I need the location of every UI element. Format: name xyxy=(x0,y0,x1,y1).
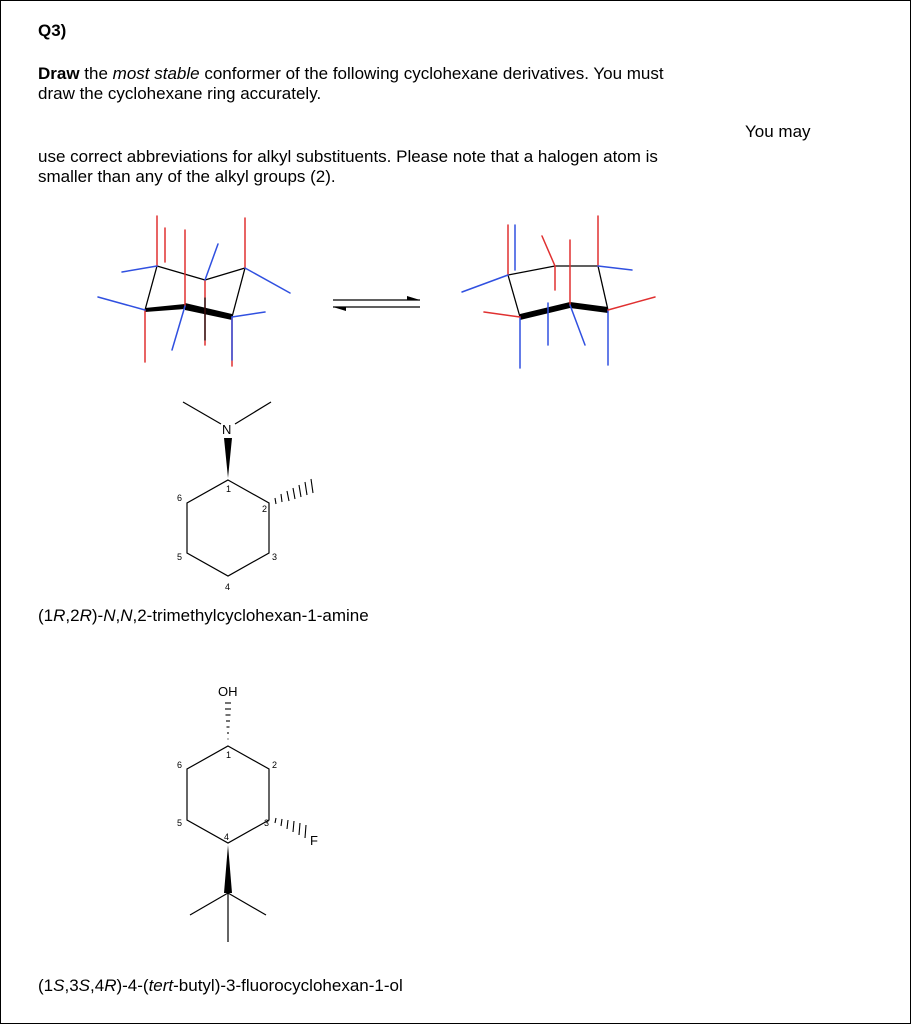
molecule-1-name xyxy=(38,606,369,626)
instruction-line-2: draw the cyclohexane ring accurately. xyxy=(38,84,322,103)
most-stable-phrase: most stable xyxy=(112,64,200,83)
ring-number-4: 4 xyxy=(225,582,231,592)
name-tert: tert xyxy=(148,976,174,995)
ring-number-6: 6 xyxy=(177,493,183,503)
name-locant: N xyxy=(103,606,116,625)
name-run: ,4 xyxy=(90,976,105,995)
name-stereo: R xyxy=(79,606,92,625)
ring-number-5: 5 xyxy=(177,552,183,562)
name-run: -butyl)-3-fluorocyclohexan-1-ol xyxy=(173,976,403,995)
ring-number-2: 2 xyxy=(262,504,268,514)
name-run: (1 xyxy=(38,606,54,625)
name-run: , xyxy=(115,606,121,625)
molecule-1-structure xyxy=(183,402,313,576)
note-line-1: use correct abbreviations for alkyl substituents. Please note that a halogen atom is xyxy=(38,147,658,166)
hashed-wedge-oh xyxy=(225,703,231,739)
name-locant: N xyxy=(120,606,133,625)
name-run: ,3 xyxy=(64,976,79,995)
name-run: ,2-trimethylcyclohexan-1-amine xyxy=(132,606,369,625)
hydroxyl-group: OH xyxy=(218,684,238,699)
ring-number-1: 1 xyxy=(226,750,232,760)
name-run: (1 xyxy=(38,976,54,995)
ring-number-4: 4 xyxy=(224,832,230,842)
name-run: )- xyxy=(91,606,104,625)
molecule-2-name xyxy=(38,976,403,996)
chair-template-right xyxy=(462,216,655,368)
name-stereo: R xyxy=(53,606,66,625)
ring-number-3: 3 xyxy=(272,552,278,562)
name-run: ,2 xyxy=(65,606,80,625)
draw-word: Draw xyxy=(38,64,80,83)
ring-number-2: 2 xyxy=(272,760,278,770)
hashed-wedge-methyl xyxy=(275,479,313,504)
hashed-wedge-fluorine xyxy=(275,818,306,838)
name-stereo: R xyxy=(104,976,117,995)
ring-number-6: 6 xyxy=(177,760,183,770)
ring-number-1: 1 xyxy=(226,484,232,494)
text-run: conformer of the following cyclohexane derivatives. You must xyxy=(199,64,664,83)
equilibrium-arrows xyxy=(333,296,420,311)
name-stereo: S xyxy=(53,976,65,995)
text-run: the xyxy=(79,64,113,83)
you-may-text: You may xyxy=(745,122,811,141)
note-line-2: smaller than any of the alkyl groups (2). xyxy=(38,167,336,186)
name-run: )-4-( xyxy=(116,976,149,995)
molecule-2-structure xyxy=(187,703,306,942)
nitrogen-atom: N xyxy=(222,422,232,437)
fluorine-atom: F xyxy=(310,833,318,848)
chair-template-left xyxy=(98,216,290,366)
name-stereo: S xyxy=(78,976,90,995)
ring-number-5: 5 xyxy=(177,818,183,828)
ring-number-3: 3 xyxy=(264,818,270,828)
question-title: Q3) xyxy=(38,21,67,40)
